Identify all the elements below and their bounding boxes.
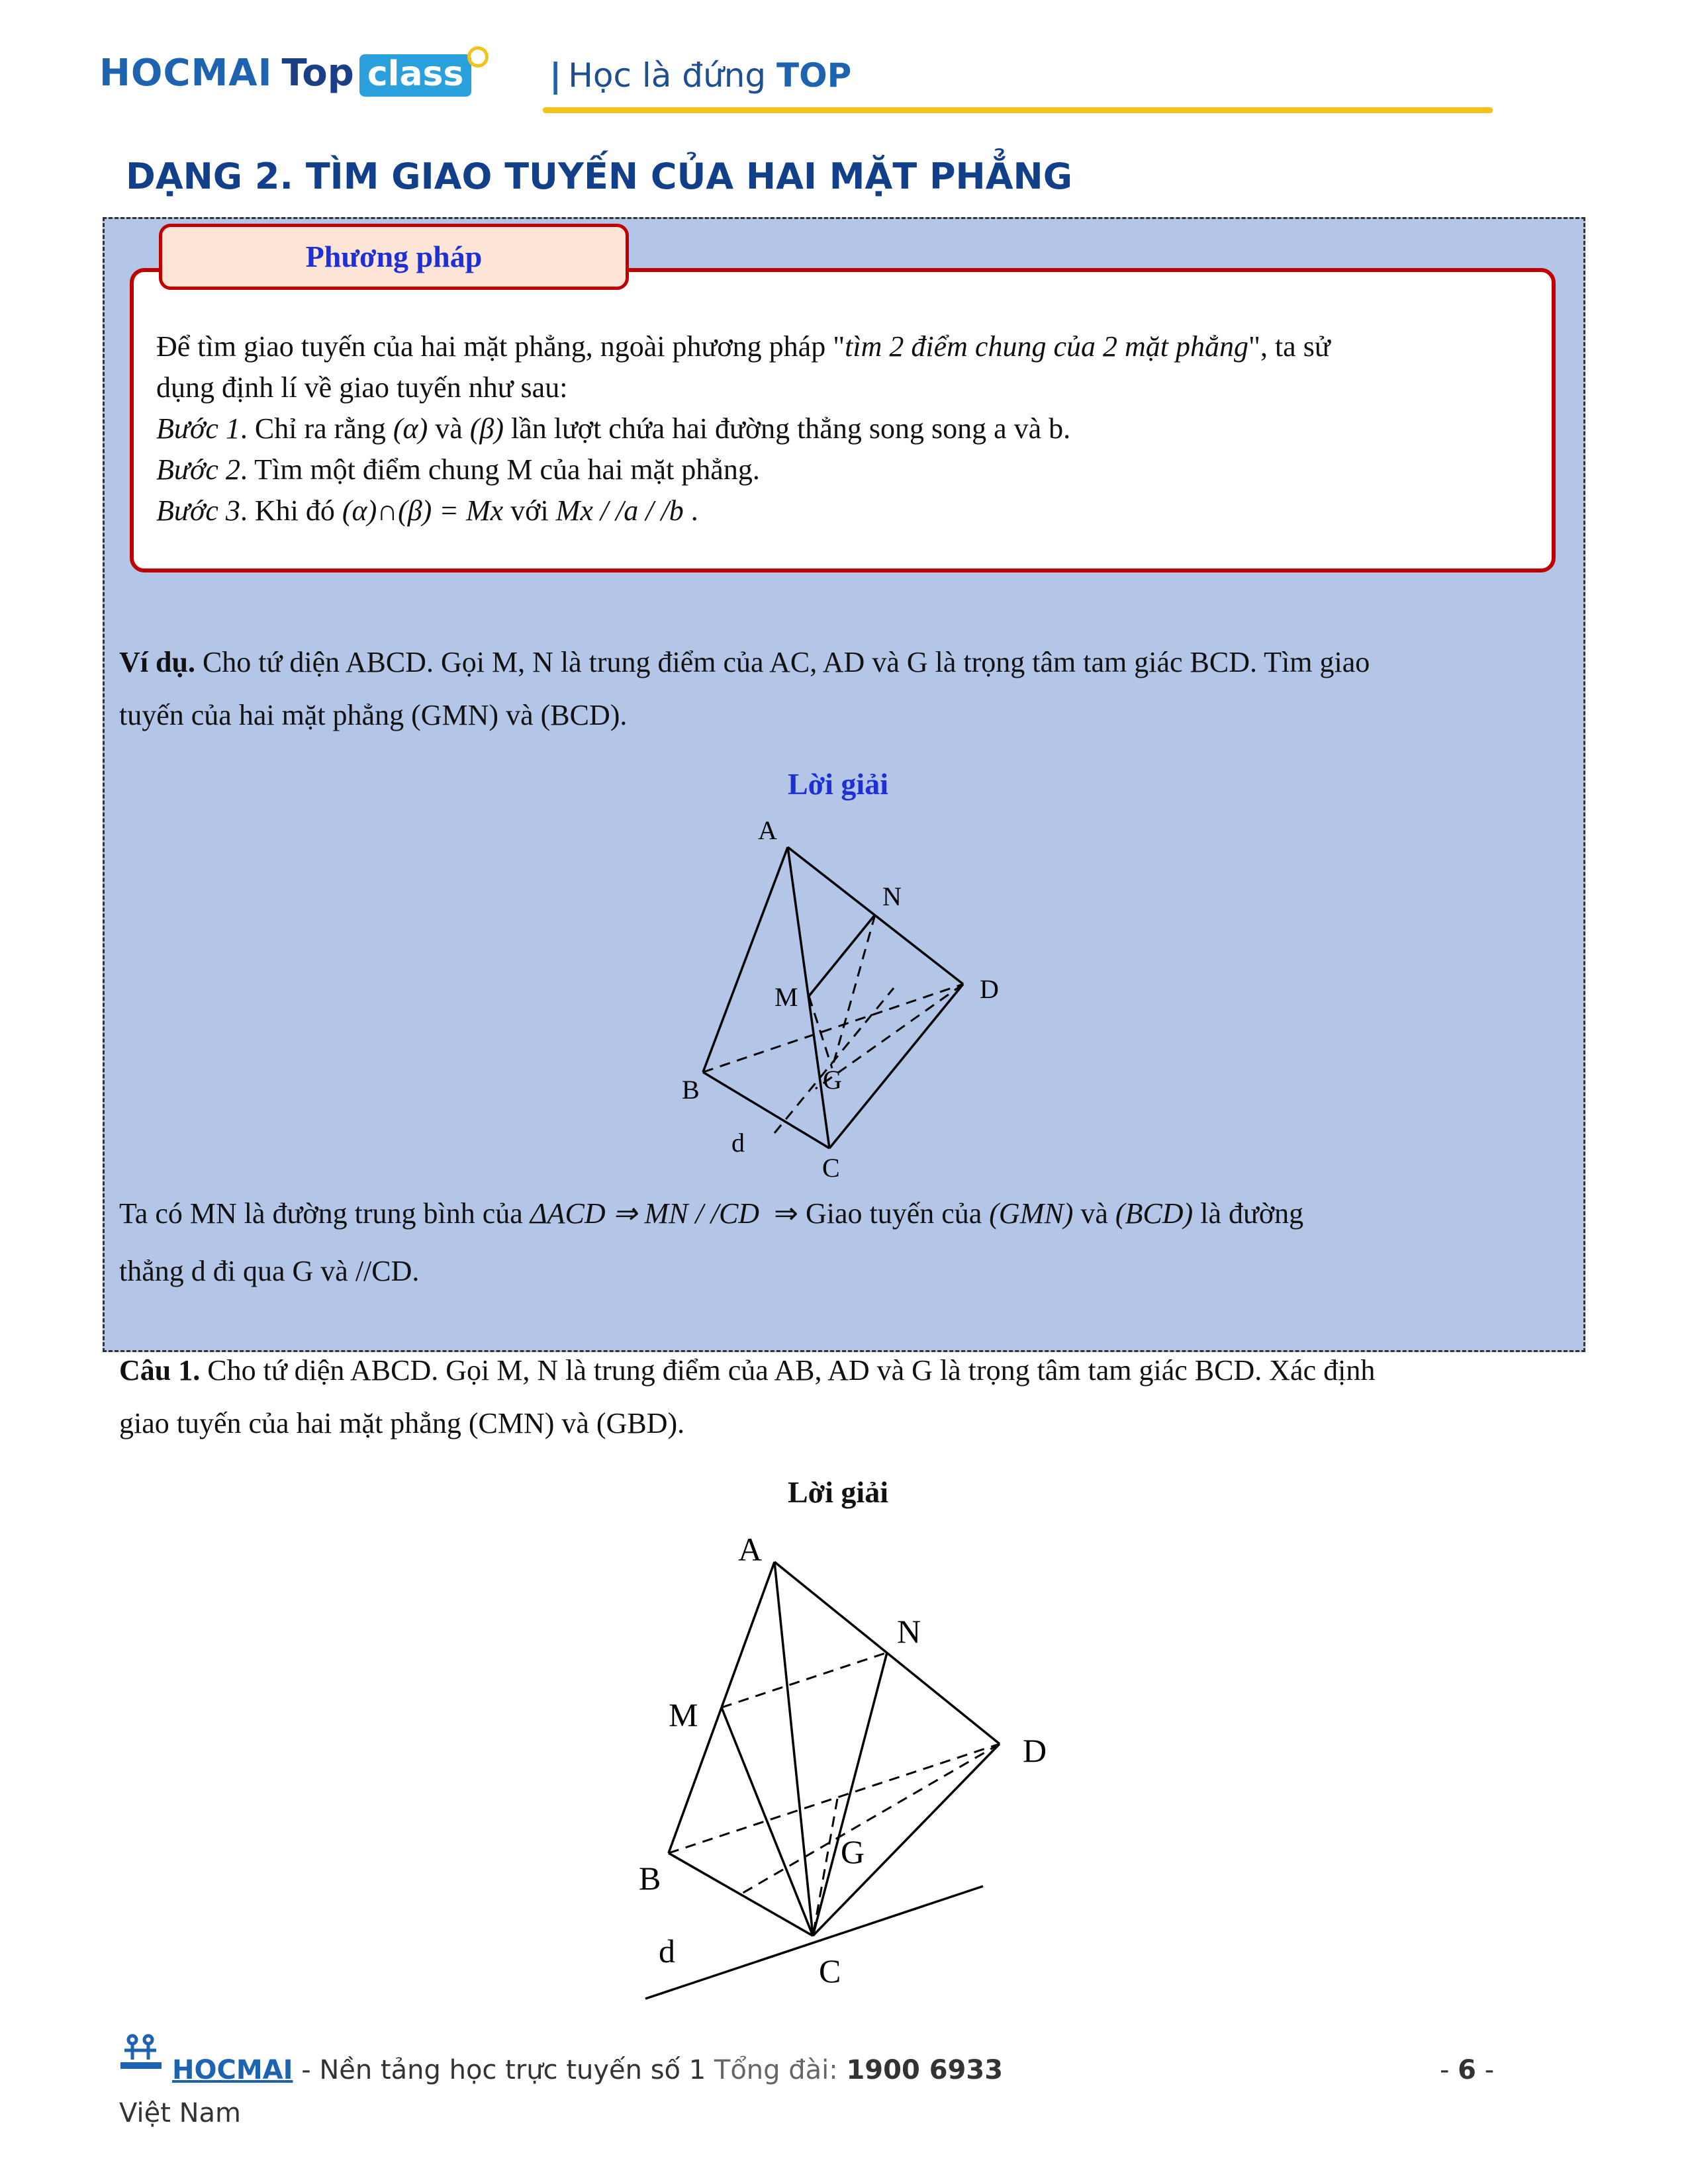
segment-CN — [813, 1653, 887, 1936]
example-label: Ví dụ. — [119, 646, 195, 678]
footer-brand[interactable]: HOCMAI — [172, 2055, 293, 2085]
method-intro-line2: dụng định lí về giao tuyến như sau: — [156, 371, 568, 404]
label-N: N — [882, 882, 902, 911]
label-C: C — [822, 1153, 840, 1183]
logo-class: class — [359, 54, 472, 97]
label-A: A — [758, 815, 777, 845]
example-conclusion-line2: thẳng d đi qua G và //CD. — [119, 1255, 420, 1287]
question1-text-line2: giao tuyến của hai mặt phẳng (CMN) và (GBD). — [119, 1407, 685, 1439]
slogan-divider: | — [549, 56, 562, 95]
label-d: d — [731, 1128, 745, 1158]
footer-hotline: 1900 6933 — [846, 2055, 1004, 2085]
label-C: C — [819, 1952, 841, 1989]
logo-top: Top — [281, 52, 354, 95]
median-D — [741, 1744, 1000, 1894]
example-conclusion-line1: Ta có MN là đường trung bình của ΔACD ⇒ MN / /CD ⇒ Giao tuyến của (GMN) và (BCD) là đường — [119, 1197, 1304, 1230]
method-intro-line1: Để tìm giao tuyến của hai mặt phẳng, ngoài phương pháp "tìm 2 điểm chung của 2 mặt phẳng", ta sử — [156, 330, 1331, 363]
example-text-line1: Ví dụ. Cho tứ diện ABCD. Gọi M, N là trung điểm của AC, AD và G là trọng tâm tam giác BCD. Tìm giao — [119, 646, 1370, 678]
label-B: B — [682, 1075, 700, 1105]
slogan-top: TOP — [776, 56, 852, 95]
example-solution-title: Lời giải — [788, 767, 888, 801]
page-number: - 6 - — [1440, 2055, 1495, 2085]
method-tab: Phương pháp — [159, 224, 629, 290]
section-title: DẠNG 2. TÌM GIAO TUYẾN CỦA HAI MẶT PHẲNG — [126, 156, 1073, 197]
label-G: G — [841, 1833, 865, 1870]
segment-CM — [722, 1707, 813, 1936]
footer-info: HOCMAI - Nền tảng học trực tuyến số 1 Tổng đài: 1900 6933 — [172, 2055, 1004, 2085]
label-N: N — [897, 1613, 921, 1650]
edge-BD — [669, 1744, 1000, 1853]
method-step2: Bước 2. Tìm một điểm chung M của hai mặt phẳng. — [156, 453, 760, 486]
label-d: d — [659, 1933, 675, 1970]
label-A: A — [738, 1531, 763, 1568]
question1-solution-title: Lời giải — [788, 1475, 888, 1509]
footer-country: Việt Nam — [119, 2098, 242, 2128]
label-B: B — [639, 1860, 661, 1897]
method-step1: Bước 1. Chỉ ra rằng (α) và (β) lần lượt chứa hai đường thẳng song song a và b. — [156, 412, 1071, 445]
label-M: M — [669, 1696, 698, 1733]
label-D: D — [1023, 1732, 1047, 1769]
logo-brand: HOCMAI — [99, 52, 273, 95]
label-M: M — [774, 982, 798, 1012]
slogan-text: Học là đứng — [568, 56, 777, 95]
question1-text-line1: Câu 1. Cho tứ diện ABCD. Gọi M, N là trung điểm của AB, AD và G là trọng tâm tam giác BCD. Xác định — [119, 1354, 1376, 1387]
edge-AC — [774, 1562, 813, 1936]
line-d — [645, 1886, 983, 1999]
example-text-line2: tuyến của hai mặt phẳng (GMN) và (BCD). — [119, 699, 628, 731]
method-step3: Bước 3. Khi đó (α)∩(β) = Mx với Mx / /a / /b . — [156, 494, 698, 527]
label-D: D — [980, 974, 999, 1004]
question1-label: Câu 1. — [119, 1354, 201, 1387]
label-G: G — [823, 1065, 842, 1095]
segment-MN — [722, 1653, 887, 1707]
